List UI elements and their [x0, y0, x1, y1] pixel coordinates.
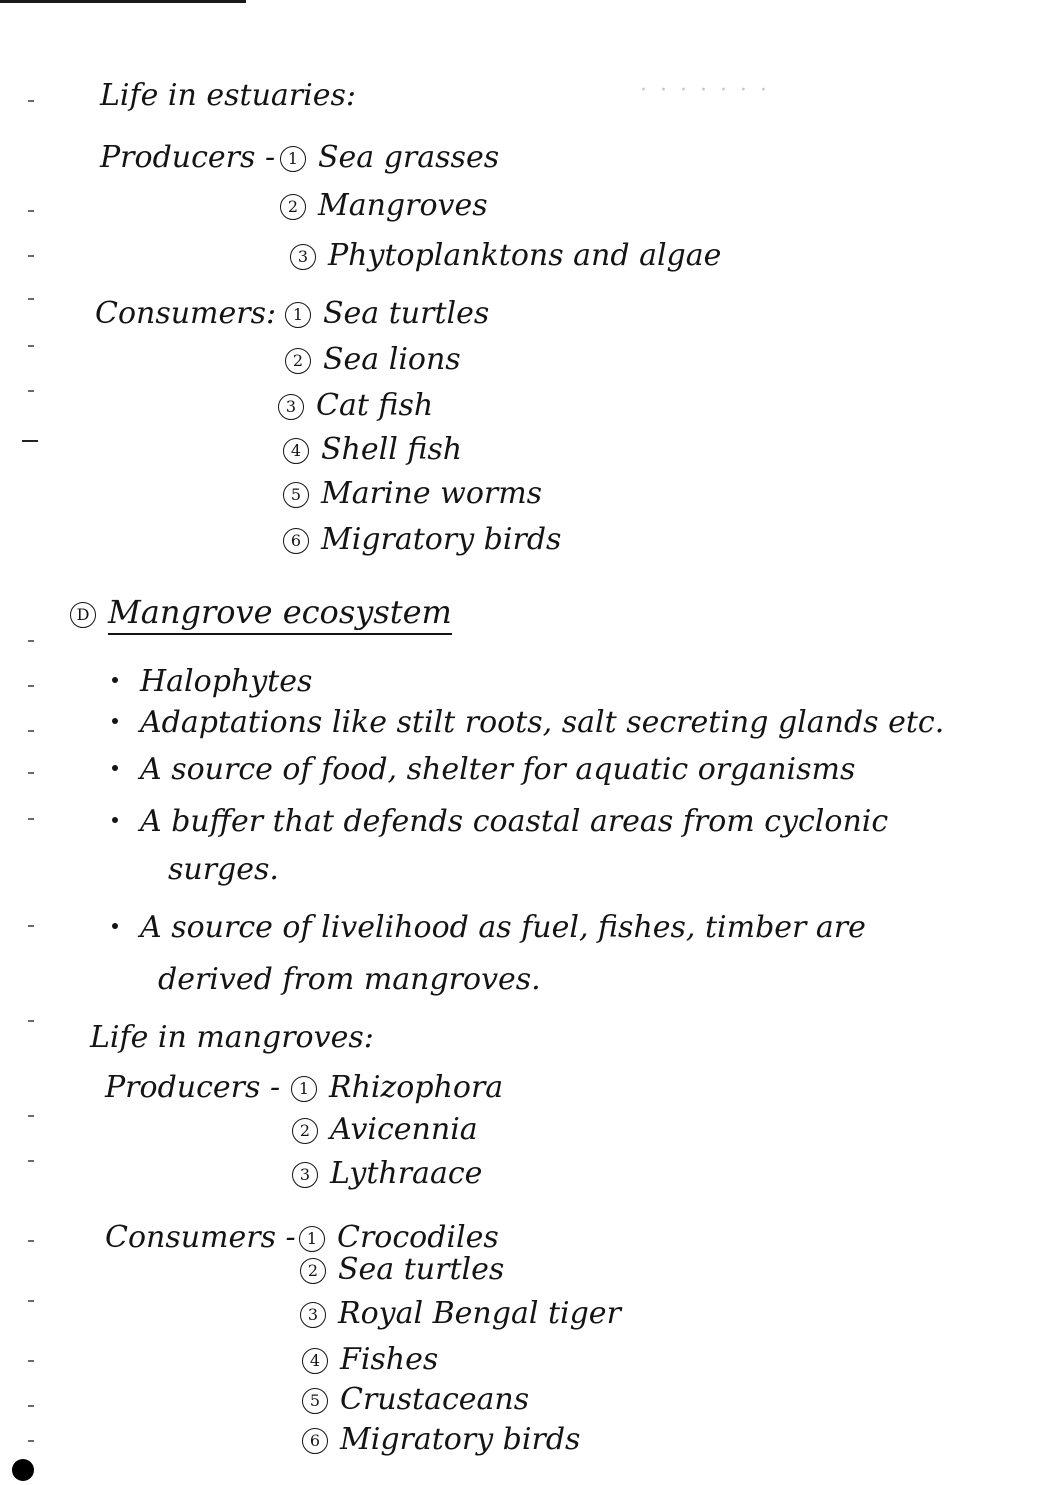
- mangroves-consumer-4: [302, 1342, 438, 1378]
- estuaries-consumer-4: [283, 432, 462, 468]
- consumer-item: Sea turtles: [338, 1252, 505, 1287]
- bullet-text: A source of livelihood as fuel, fishes, timber are: [140, 910, 866, 945]
- punch-hole-mark: [12, 1459, 34, 1481]
- consumer-item: Cat fish: [316, 388, 434, 423]
- mangrove-bullet-5: [112, 910, 866, 946]
- bullet-text: Adaptations like stilt roots, salt secreting glands etc.: [140, 705, 945, 740]
- mangroves-producer-2: [292, 1112, 478, 1148]
- margin-mark: [28, 100, 34, 102]
- producer-item: Phytoplanktons and algae: [328, 238, 722, 273]
- section-number: D: [70, 602, 96, 628]
- item-number: 3: [290, 244, 316, 270]
- mangroves-consumer-2: [300, 1252, 504, 1288]
- estuaries-consumer-3: [278, 388, 433, 424]
- mangroves-producers-row: [105, 1070, 503, 1106]
- estuaries-producer-3: [290, 238, 721, 274]
- producer-item: Lythraace: [330, 1156, 483, 1191]
- mangrove-section-heading: [70, 594, 452, 630]
- margin-mark: [28, 1115, 34, 1117]
- margin-mark: [28, 925, 34, 927]
- mangroves-consumers-row: [105, 1220, 499, 1256]
- consumers-label: Consumers -: [105, 1220, 296, 1255]
- estuaries-title: Life in estuaries:: [100, 78, 356, 113]
- consumers-label: Consumers:: [95, 296, 277, 331]
- item-number: 2: [280, 194, 306, 220]
- margin-mark: [28, 1300, 34, 1302]
- margin-mark: [28, 1240, 34, 1242]
- item-number: 6: [283, 528, 309, 554]
- estuaries-producer-2: [280, 188, 488, 224]
- mangrove-bullet-2: [112, 705, 944, 741]
- item-number: 5: [302, 1388, 328, 1414]
- consumer-item: Crustaceans: [340, 1382, 530, 1417]
- consumer-item: Sea turtles: [323, 296, 490, 331]
- item-number: 1: [299, 1226, 325, 1252]
- mangroves-producer-3: [292, 1156, 482, 1192]
- producer-item: Rhizophora: [329, 1070, 504, 1105]
- item-number: 1: [291, 1076, 317, 1102]
- mangrove-bullet-1: [112, 664, 312, 700]
- bullet-text: A source of food, shelter for aquatic organisms: [140, 752, 856, 787]
- producer-item: Avicennia: [330, 1112, 478, 1147]
- consumer-item: Sea lions: [323, 342, 461, 377]
- bleed-through-text: · · · · · · ·: [640, 78, 770, 103]
- estuaries-producers-row: [100, 140, 499, 176]
- consumer-item: Shell fish: [321, 432, 463, 467]
- item-number: 2: [285, 348, 311, 374]
- mangroves-life-title: Life in mangroves:: [90, 1020, 374, 1055]
- item-number: 2: [292, 1118, 318, 1144]
- margin-mark: [28, 1360, 34, 1362]
- item-number: 1: [285, 302, 311, 328]
- item-number: 4: [302, 1348, 328, 1374]
- estuaries-consumer-6: [283, 522, 561, 558]
- margin-mark: [28, 685, 34, 687]
- item-number: 3: [278, 394, 304, 420]
- item-number: 4: [283, 438, 309, 464]
- margin-mark: [28, 818, 34, 820]
- consumer-item: Fishes: [340, 1342, 439, 1377]
- producer-item: Sea grasses: [318, 140, 500, 175]
- estuaries-consumers-row: [95, 296, 489, 332]
- mangrove-bullet-5-continued: derived from mangroves.: [158, 962, 541, 997]
- mangroves-consumer-5: [302, 1382, 529, 1418]
- bullet-dot: [112, 765, 118, 771]
- consumer-item: Royal Bengal tiger: [338, 1296, 621, 1331]
- margin-mark: [28, 210, 34, 212]
- estuaries-consumer-5: [283, 476, 542, 512]
- mangrove-bullet-4: [112, 804, 888, 840]
- item-number: 3: [300, 1302, 326, 1328]
- consumer-item: Crocodiles: [337, 1220, 499, 1255]
- item-number: 2: [300, 1258, 326, 1284]
- margin-mark: [28, 298, 34, 300]
- bullet-dot: [112, 718, 118, 724]
- item-number: 3: [292, 1162, 318, 1188]
- item-number: 6: [302, 1428, 328, 1454]
- bullet-text: Halophytes: [140, 664, 313, 699]
- item-number: 1: [280, 146, 306, 172]
- bullet-dot: [112, 817, 118, 823]
- consumer-item: Marine worms: [321, 476, 543, 511]
- bullet-text: A buffer that defends coastal areas from cyclonic: [140, 804, 889, 839]
- mangroves-consumer-6: [302, 1422, 580, 1458]
- margin-mark: [28, 1405, 34, 1407]
- margin-mark: [28, 345, 34, 347]
- bullet-dot: [112, 677, 118, 683]
- producer-item: Mangroves: [318, 188, 488, 223]
- margin-mark: [28, 1440, 34, 1442]
- mangrove-bullet-4-continued: surges.: [168, 852, 279, 887]
- consumer-item: Migratory birds: [321, 522, 562, 557]
- item-number: 5: [283, 482, 309, 508]
- margin-mark: [28, 640, 34, 642]
- bullet-dot: [112, 923, 118, 929]
- margin-mark: [28, 255, 34, 257]
- margin-mark: [28, 390, 34, 392]
- mangroves-consumer-3: [300, 1296, 621, 1332]
- margin-mark: [28, 772, 34, 774]
- producers-label: Producers -: [105, 1070, 281, 1105]
- top-rule: [0, 0, 246, 3]
- producers-label: Producers -: [100, 140, 276, 175]
- mangrove-bullet-3: [112, 752, 855, 788]
- section-title: Mangrove ecosystem: [108, 593, 452, 635]
- margin-mark: [28, 730, 34, 732]
- margin-mark: [28, 1160, 34, 1162]
- consumer-item: Migratory birds: [340, 1422, 581, 1457]
- margin-mark: [28, 1020, 34, 1022]
- estuaries-consumer-2: [285, 342, 461, 378]
- margin-mark: [22, 440, 38, 442]
